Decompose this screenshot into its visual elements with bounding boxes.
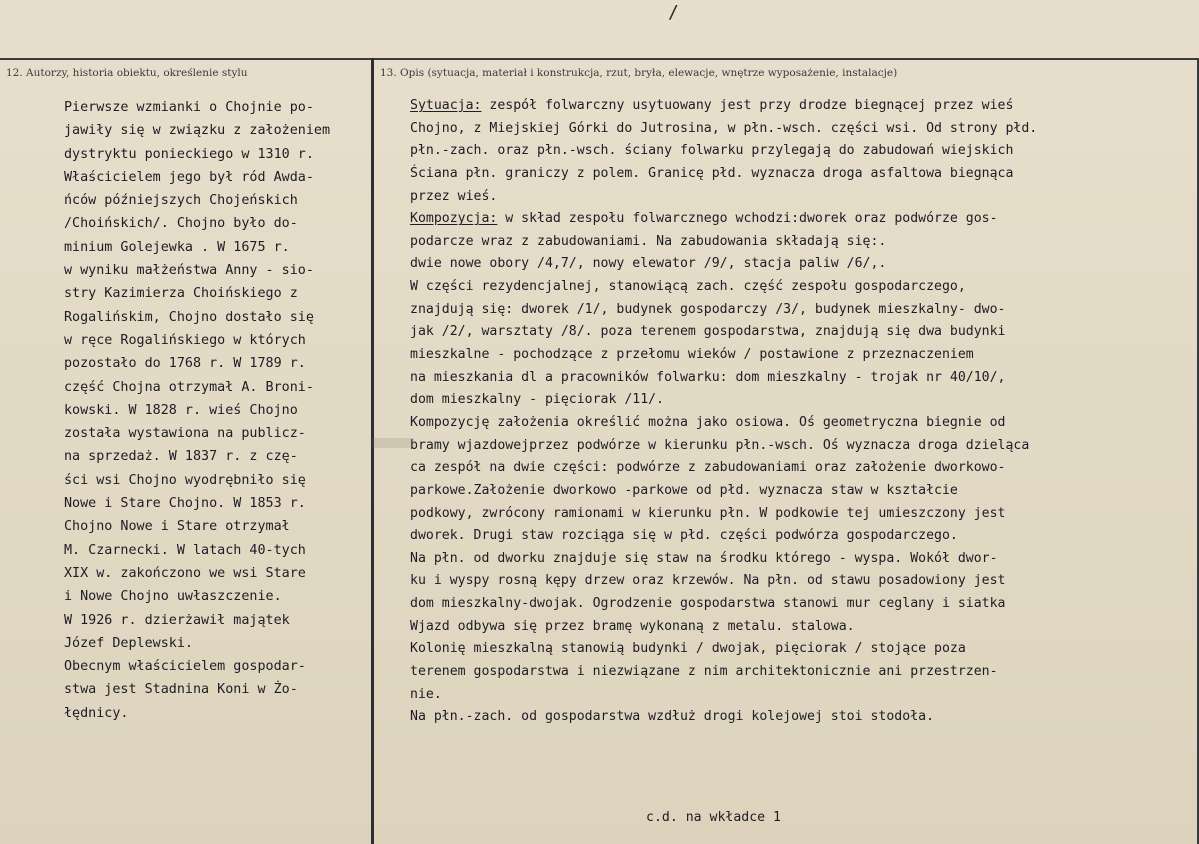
history-line: dystryktu ponieckiego w 1310 r. bbox=[64, 146, 314, 162]
history-column bbox=[64, 96, 369, 725]
history-line: została wystawiona na publicz- bbox=[64, 426, 306, 442]
history-line: ści wsi Chojno wyodrębniło się bbox=[64, 472, 306, 488]
history-line: XIX w. zakończono we wsi Stare bbox=[64, 565, 306, 581]
text-line: znajdują się: dworek /1/, budynek gospodarczy /3/, budynek mieszkalny- dwo- bbox=[410, 301, 1006, 317]
history-line: stry Kazimierza Choińskiego z bbox=[64, 286, 298, 302]
text-line: Wjazd odbywa się przez bramę wykonaną z metalu. stalowa. bbox=[410, 618, 855, 634]
text-line: dom mieszkalny - pięciorak /11/. bbox=[410, 392, 665, 408]
text-line: mieszkalne - pochodzące z przełomu wieków / postawione z przeznaczeniem bbox=[410, 347, 974, 363]
kompozycja-label: Kompozycja: bbox=[410, 211, 498, 227]
text-line: Na płn. od dworku znajduje się staw na środku którego - wyspa. Wokół dwor- bbox=[410, 550, 998, 566]
text-line: Na płn.-zach. od gospodarstwa wzdłuż drogi kolejowej stoi stodoła. bbox=[410, 709, 935, 725]
text-line: dworek. Drugi staw rozciąga się w płd. części podwórza gospodarczego. bbox=[410, 528, 958, 544]
text-line: na mieszkania dl a pracowników folwarku: dom mieszkalny - trojak nr 40/10/, bbox=[410, 369, 1006, 385]
column-divider bbox=[371, 58, 374, 844]
history-line: Rogalińskim, Chojno dostało się bbox=[64, 309, 314, 325]
history-line: jawiły się w związku z założeniem bbox=[64, 123, 331, 139]
text-line: dom mieszkalny-dwojak. Ogrodzenie gospodarstwa stanowi mur ceglany i siatka bbox=[410, 596, 1006, 612]
text-line: podarcze wraz z zabudowaniami. Na zabudowania składają się:. bbox=[410, 233, 887, 249]
history-line: Chojno Nowe i Stare otrzymał bbox=[64, 519, 290, 535]
text-line: podkowy, zwrócony ramionami w kierunku płn. W podkowie tej umieszczony jest bbox=[410, 505, 1006, 521]
history-line: część Chojna otrzymał A. Broni- bbox=[64, 379, 314, 395]
section-13-header: 13. Opis (sytuacja, materiał i konstrukcja, rzut, bryła, elewacje, wnętrze wyposażenie, instalacje) bbox=[380, 67, 898, 79]
history-line: pozostało do 1768 r. W 1789 r. bbox=[64, 356, 306, 372]
text-line: Kompozycję założenia określić można jako osiowa. Oś geometryczna biegnie od bbox=[410, 414, 1006, 430]
text-line: Ściana płn. graniczy z polem. Granicę płd. wyznacza droga asfaltowa biegnąca bbox=[410, 165, 1014, 181]
text-line: Chojno, z Miejskiej Górki do Jutrosina, w płn.-wsch. części wsi. Od strony płd. bbox=[410, 120, 1038, 136]
history-line: łędnicy. bbox=[64, 705, 129, 721]
header-rule bbox=[0, 58, 1199, 60]
sytuacja-label: Sytuacja: bbox=[410, 98, 482, 113]
kompozycja-line-1: Kompozycja: w skład zespołu folwarcznego wchodzi:dworek oraz podwórze gos- bbox=[410, 211, 998, 227]
history-line: /Choińskich/. Chojno było do- bbox=[64, 216, 298, 232]
history-line: Obecnym właścicielem gospodar- bbox=[64, 659, 306, 675]
text-line: dwie nowe obory /4,7/, nowy elewator /9/, stacja paliw /6/,. bbox=[410, 256, 887, 272]
history-line: Józef Deplewski. bbox=[64, 635, 193, 651]
text-line: terenem gospodarstwa i niezwiązane z nim architektonicznie ani przestrzen- bbox=[410, 664, 998, 680]
history-line: w wyniku małżeństwa Anny - sio- bbox=[64, 263, 314, 279]
text-line: przez wieś. bbox=[410, 188, 498, 204]
history-line: i Nowe Chojno uwłaszczenie. bbox=[64, 589, 282, 605]
history-line: minium Golejewka . W 1675 r. bbox=[64, 239, 290, 255]
text-line: nie. bbox=[410, 686, 442, 702]
text-line: bramy wjazdowejprzez podwórze w kierunku płn.-wsch. Oś wyznacza droga dzieląca bbox=[410, 437, 1030, 453]
sytuacja-line-1: Sytuacja: zespół folwarczny usytuowany jest przy drodze biegnącej przez wieś bbox=[410, 98, 1014, 113]
text-line: płn.-zach. oraz płn.-wsch. ściany folwarku przylegają do zabudowań wiejskich bbox=[410, 143, 1014, 159]
section-12-header: 12. Autorzy, historia obiektu, określenie stylu bbox=[6, 67, 248, 79]
text-line: jak /2/, warsztaty /8/. poza terenem gospodarstwa, znajdują się dwa budynki bbox=[410, 324, 1006, 340]
text-line: parkowe.Założenie dworkowo -parkowe od płd. wyznacza staw w kształcie bbox=[410, 482, 958, 498]
history-line: ńców późniejszych Chojeńskich bbox=[64, 193, 298, 209]
history-line: na sprzedaż. W 1837 r. z czę- bbox=[64, 449, 298, 465]
history-line: kowski. W 1828 r. wieś Chojno bbox=[64, 402, 298, 418]
history-line: Nowe i Stare Chojno. W 1853 r. bbox=[64, 496, 306, 512]
kompozycja-body bbox=[410, 231, 1196, 729]
text-line: Kolonię mieszkalną stanowią budynki / dwojak, pięciorak / stojące poza bbox=[410, 641, 966, 657]
text-line: ku i wyspy rosną kępy drzew oraz krzewów. Na płn. od stawu posadowiony jest bbox=[410, 573, 1006, 589]
history-line: Pierwsze wzmianki o Chojnie po- bbox=[64, 100, 314, 115]
history-line: W 1926 r. dzierżawił majątek bbox=[64, 612, 290, 628]
history-line: w ręce Rogalińskiego w których bbox=[64, 332, 306, 348]
text-line: ca zespół na dwie części: podwórze z zabudowaniami oraz założenie dworkowo- bbox=[410, 460, 1006, 476]
text-line: W części rezydencjalnej, stanowiącą zach. część zespołu gospodarczego, bbox=[410, 279, 966, 295]
history-line: Właścicielem jego był ród Awda- bbox=[64, 169, 314, 185]
history-line: M. Czarnecki. W latach 40-tych bbox=[64, 542, 306, 558]
continuation-note: c.d. na wkładce 1 bbox=[646, 810, 781, 825]
history-line: stwa jest Stadnina Koni w Żo- bbox=[64, 682, 298, 698]
top-mark: / bbox=[668, 2, 679, 23]
ink-smudge bbox=[372, 438, 414, 448]
description-column bbox=[410, 95, 1196, 729]
